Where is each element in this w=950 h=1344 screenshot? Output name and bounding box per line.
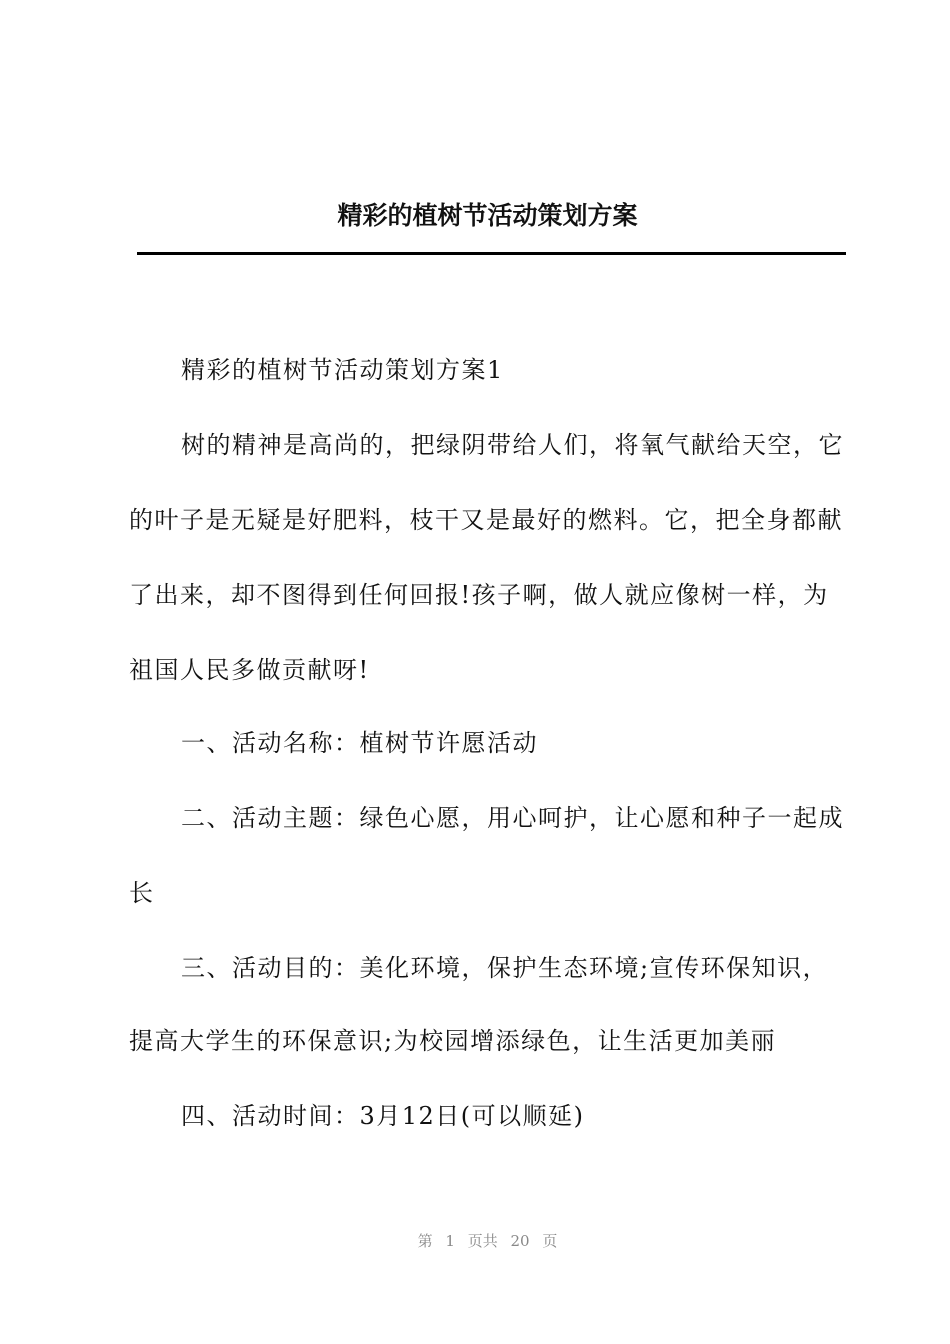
paragraph-line: 的叶子是无疑是好肥料，枝干又是最好的燃料。它，把全身都献 — [129, 506, 843, 534]
paragraph-line: 祖国人民多做贡献呀! — [129, 656, 370, 684]
paragraph-line: 提高大学生的环保意识;为校园增添绿色，让生活更加美丽 — [129, 1027, 777, 1055]
list-item: 四、活动时间：3月12日(可以顺延) — [181, 1102, 585, 1130]
section-heading: 精彩的植树节活动策划方案1 — [181, 356, 504, 384]
list-item: 三、活动目的：美化环境，保护生态环境;宣传环保知识， — [181, 954, 829, 982]
title-underline — [137, 252, 846, 255]
list-item: 一、活动名称：植树节许愿活动 — [181, 729, 538, 757]
paragraph-line: 长 — [129, 879, 155, 907]
document-title: 精彩的植树节活动策划方案 — [337, 201, 638, 230]
page-footer: 第 1 页共 20 页 — [417, 1232, 558, 1250]
list-item: 二、活动主题：绿色心愿，用心呵护，让心愿和种子一起成 — [181, 804, 844, 832]
paragraph-line: 树的精神是高尚的，把绿阴带给人们，将氧气献给天空，它 — [181, 431, 844, 459]
paragraph-line: 了出来，却不图得到任何回报!孩子啊，做人就应像树一样，为 — [129, 581, 829, 609]
